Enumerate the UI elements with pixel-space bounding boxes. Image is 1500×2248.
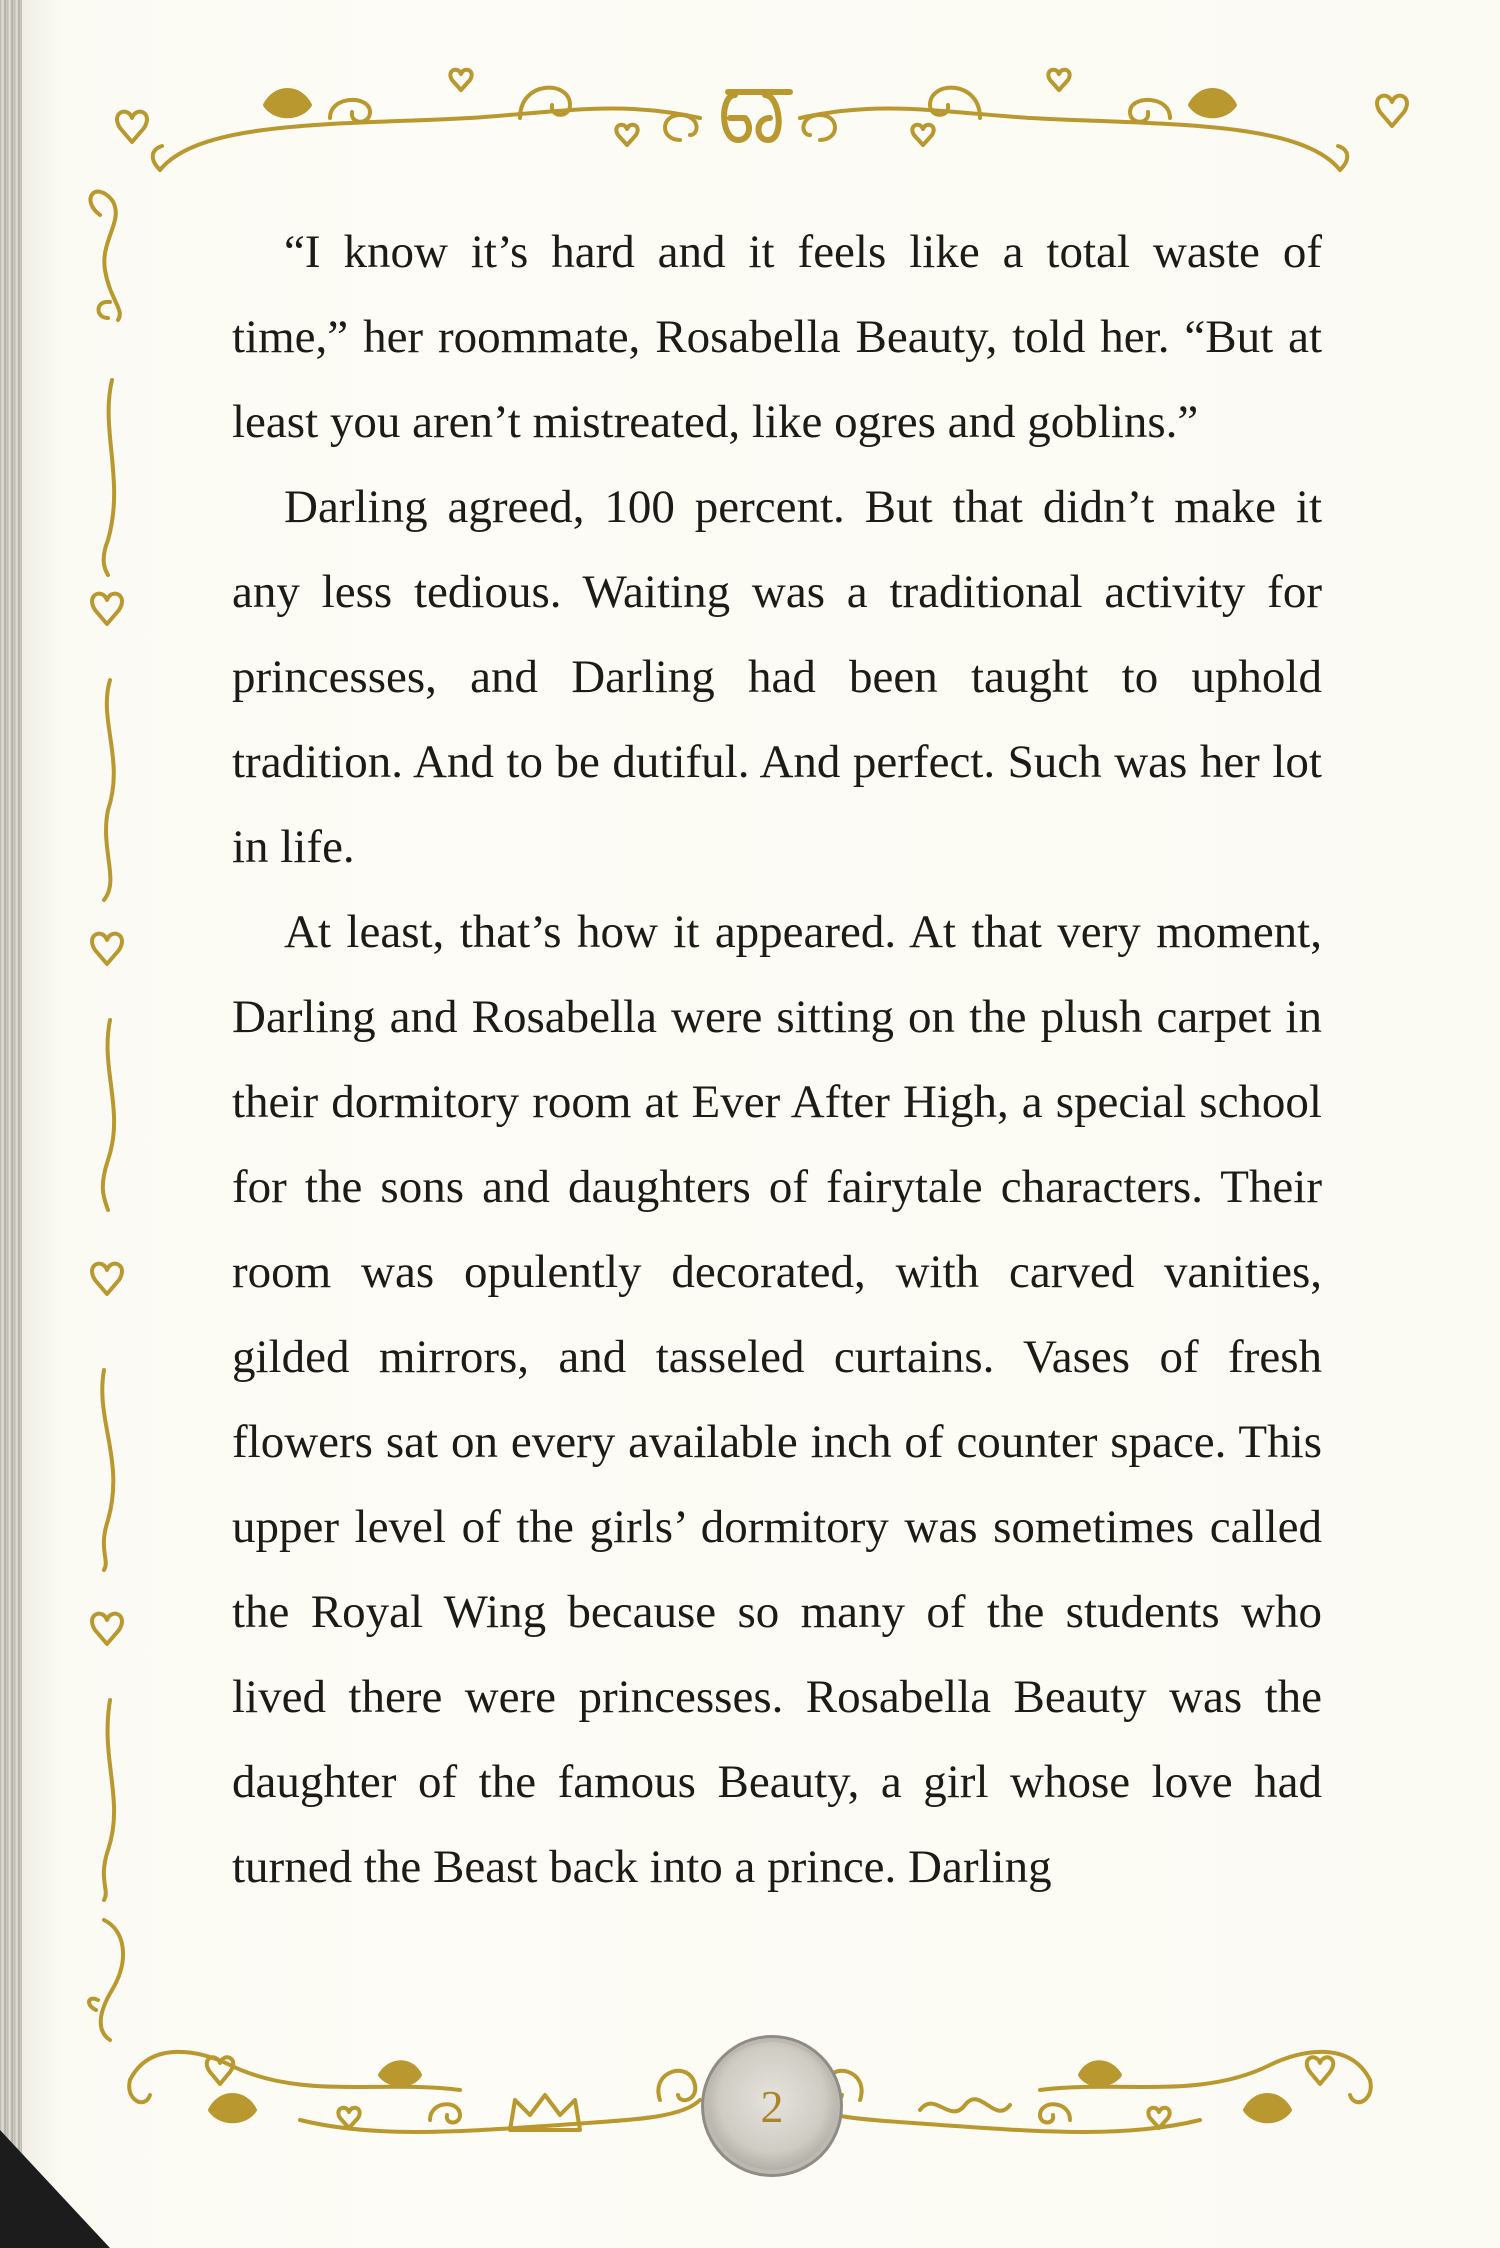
heart-icon [450,70,471,90]
heart-icon [92,934,122,964]
heart-icon [92,594,122,624]
leaf-icon [380,2062,420,2085]
paragraph: At least, that’s how it appeared. At that very moment, Darling and Rosabella were sitting on the plush carpet in their dormitory room at Ever After High, a special school for the sons and daughters of fairytale characters. Their room was opulently decorated, with carved vanities, gilded mirrors, and tasseled curtains. Vases of fresh flowers sat on every available inch of counter space. This upper level of the girls’ dormitory was sometimes called the Royal Wing because so many of the students who lived there were princesses. Rosabella Beauty was the daughter of the famous Beauty, a girl whose love had turned the Beast back into a prince. Darling [232,906,1322,1893]
ea-monogram [724,92,790,140]
page-number: 2 [760,2080,784,2132]
leaf-icon [1080,2062,1120,2085]
heart-icon [338,2108,359,2128]
heart-icon [1377,96,1407,126]
leaf-icon [265,90,310,116]
paragraph: Darling agreed, 100 percent. But that didn’t make it any less tedious. Waiting was a traditional activity for princesses, and Darling had been taught to uphold tradition. And to be dutiful. And perfect. Such was her lot in life. [232,481,1322,873]
heart-icon [1307,2057,1333,2084]
page-corner-shadow [0,2130,110,2248]
paragraph: “I know it’s hard and it feels like a total waste of time,” her roommate, Rosabella Beauty, told her. “But at least you aren’t mistreated, like ogres and goblins.” [232,226,1322,448]
heart-icon [92,1614,122,1644]
leaf-icon [1245,2095,1290,2121]
left-ornament [89,192,123,2040]
heart-icon [616,125,637,145]
page-body-text [232,210,1322,1910]
heart-icon [207,2057,233,2084]
heart-icon [117,112,147,142]
heart-icon [1048,70,1069,90]
leaf-icon [210,2095,255,2121]
swirl-icon [920,2099,1010,2111]
heart-icon [92,1264,122,1294]
heart-icon [912,125,933,145]
leaf-icon [1190,90,1235,116]
page-number-badge [708,2042,836,2170]
